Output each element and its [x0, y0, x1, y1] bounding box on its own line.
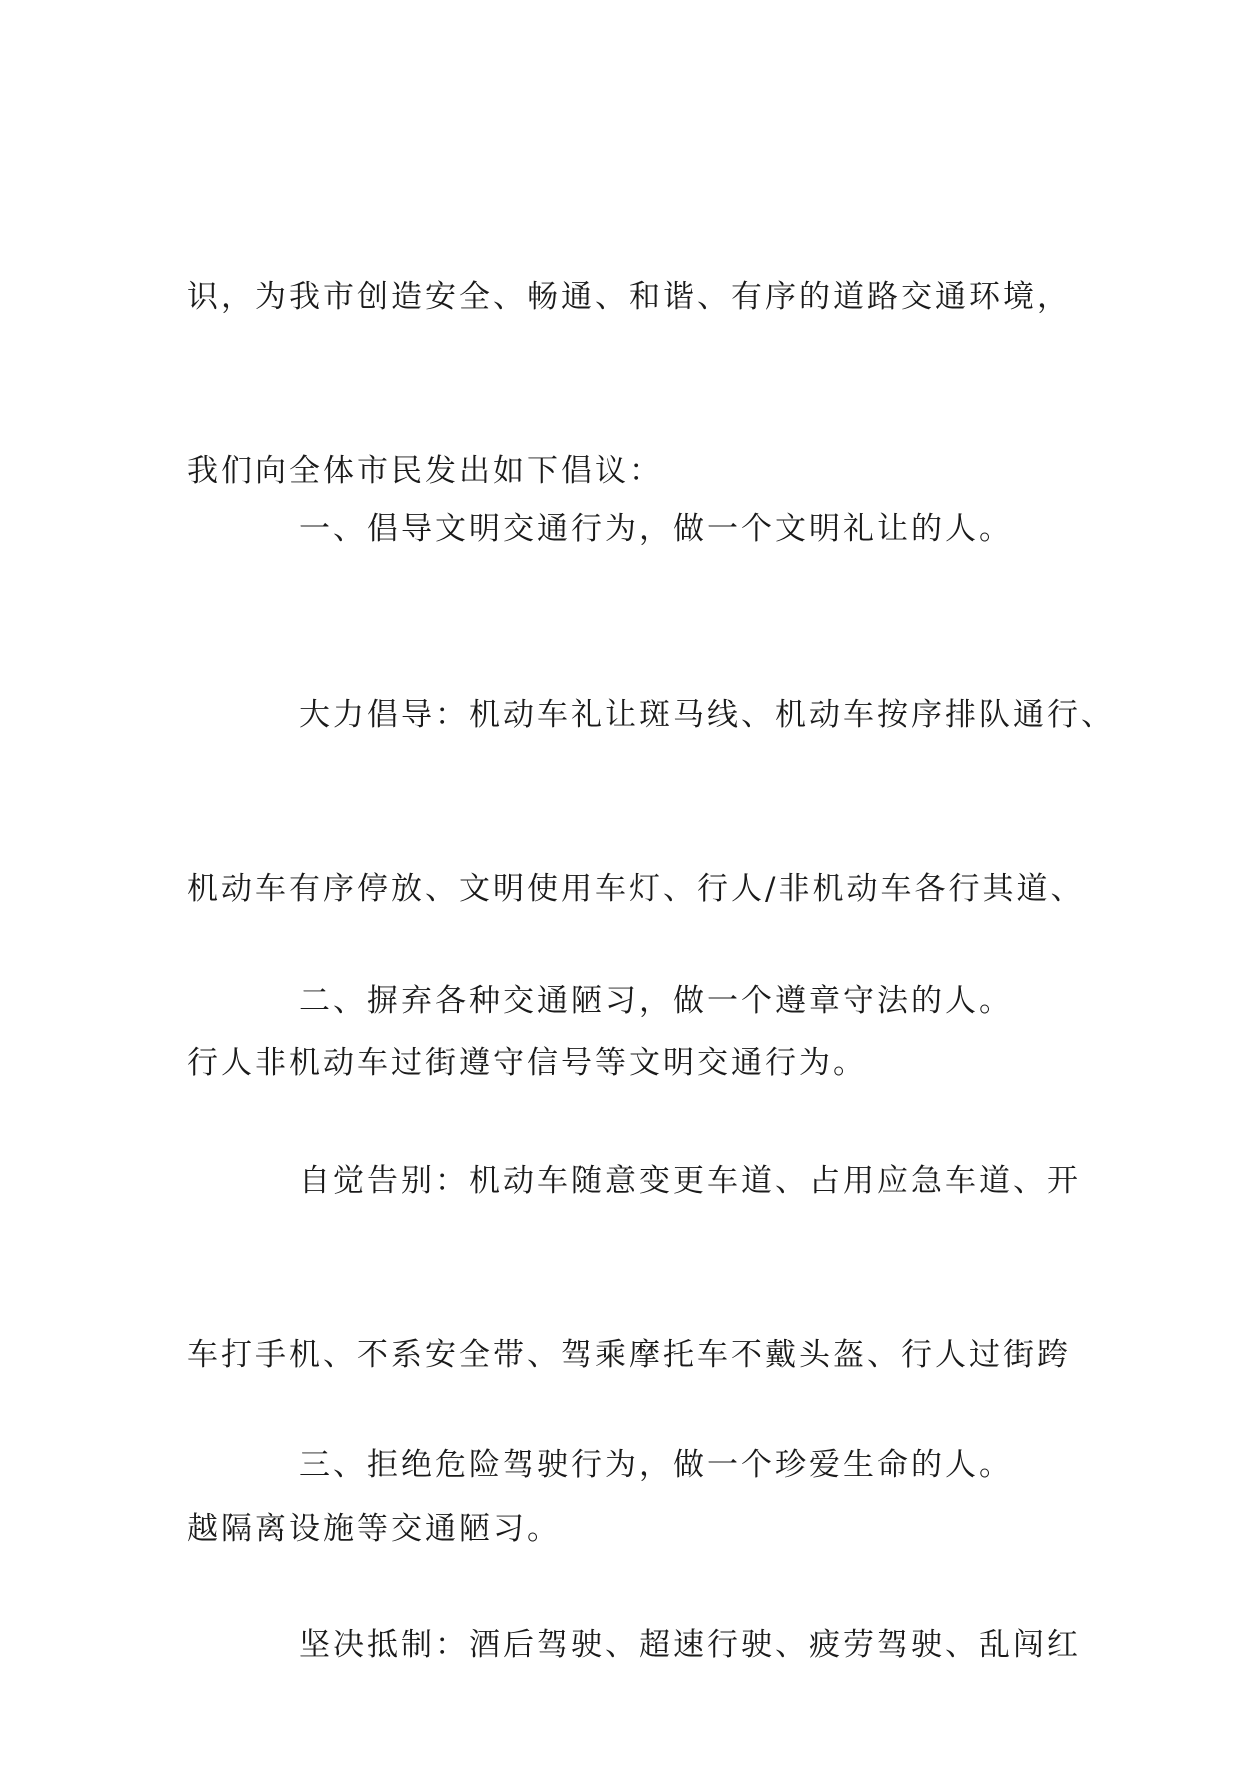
text-line: 大力倡导：机动车礼让斑马线、机动车按序排队通行、 [299, 697, 1115, 733]
text-line: 坚决抵制：酒后驾驶、超速行驶、疲劳驾驶、乱闯红 [299, 1627, 1081, 1663]
text-line: 机动车有序停放、文明使用车灯、行人/非机动车各行其道、 [187, 871, 1085, 907]
text-line: 二、摒弃各种交通陋习，做一个遵章守法的人。 [299, 983, 1013, 1019]
text-line: 越隔离设施等交通陋习。 [187, 1511, 561, 1547]
text-line: 我们向全体市民发出如下倡议： [187, 453, 663, 489]
text-line: 三、拒绝危险驾驶行为，做一个珍爱生命的人。 [299, 1447, 1013, 1483]
text-line: 识，为我市创造安全、畅通、和谐、有序的道路交通环境， [187, 279, 1071, 315]
paragraph-resist [187, 1500, 1081, 1790]
text-line: 一、倡导文明交通行为，做一个文明礼让的人。 [299, 511, 1013, 547]
text-line: 行人非机动车过街遵守信号等文明交通行为。 [187, 1045, 867, 1081]
text-line: 车打手机、不系安全带、驾乘摩托车不戴头盔、行人过街跨 [187, 1337, 1071, 1373]
text-line: 自觉告别：机动车随意变更车道、占用应急车道、开 [299, 1163, 1081, 1199]
